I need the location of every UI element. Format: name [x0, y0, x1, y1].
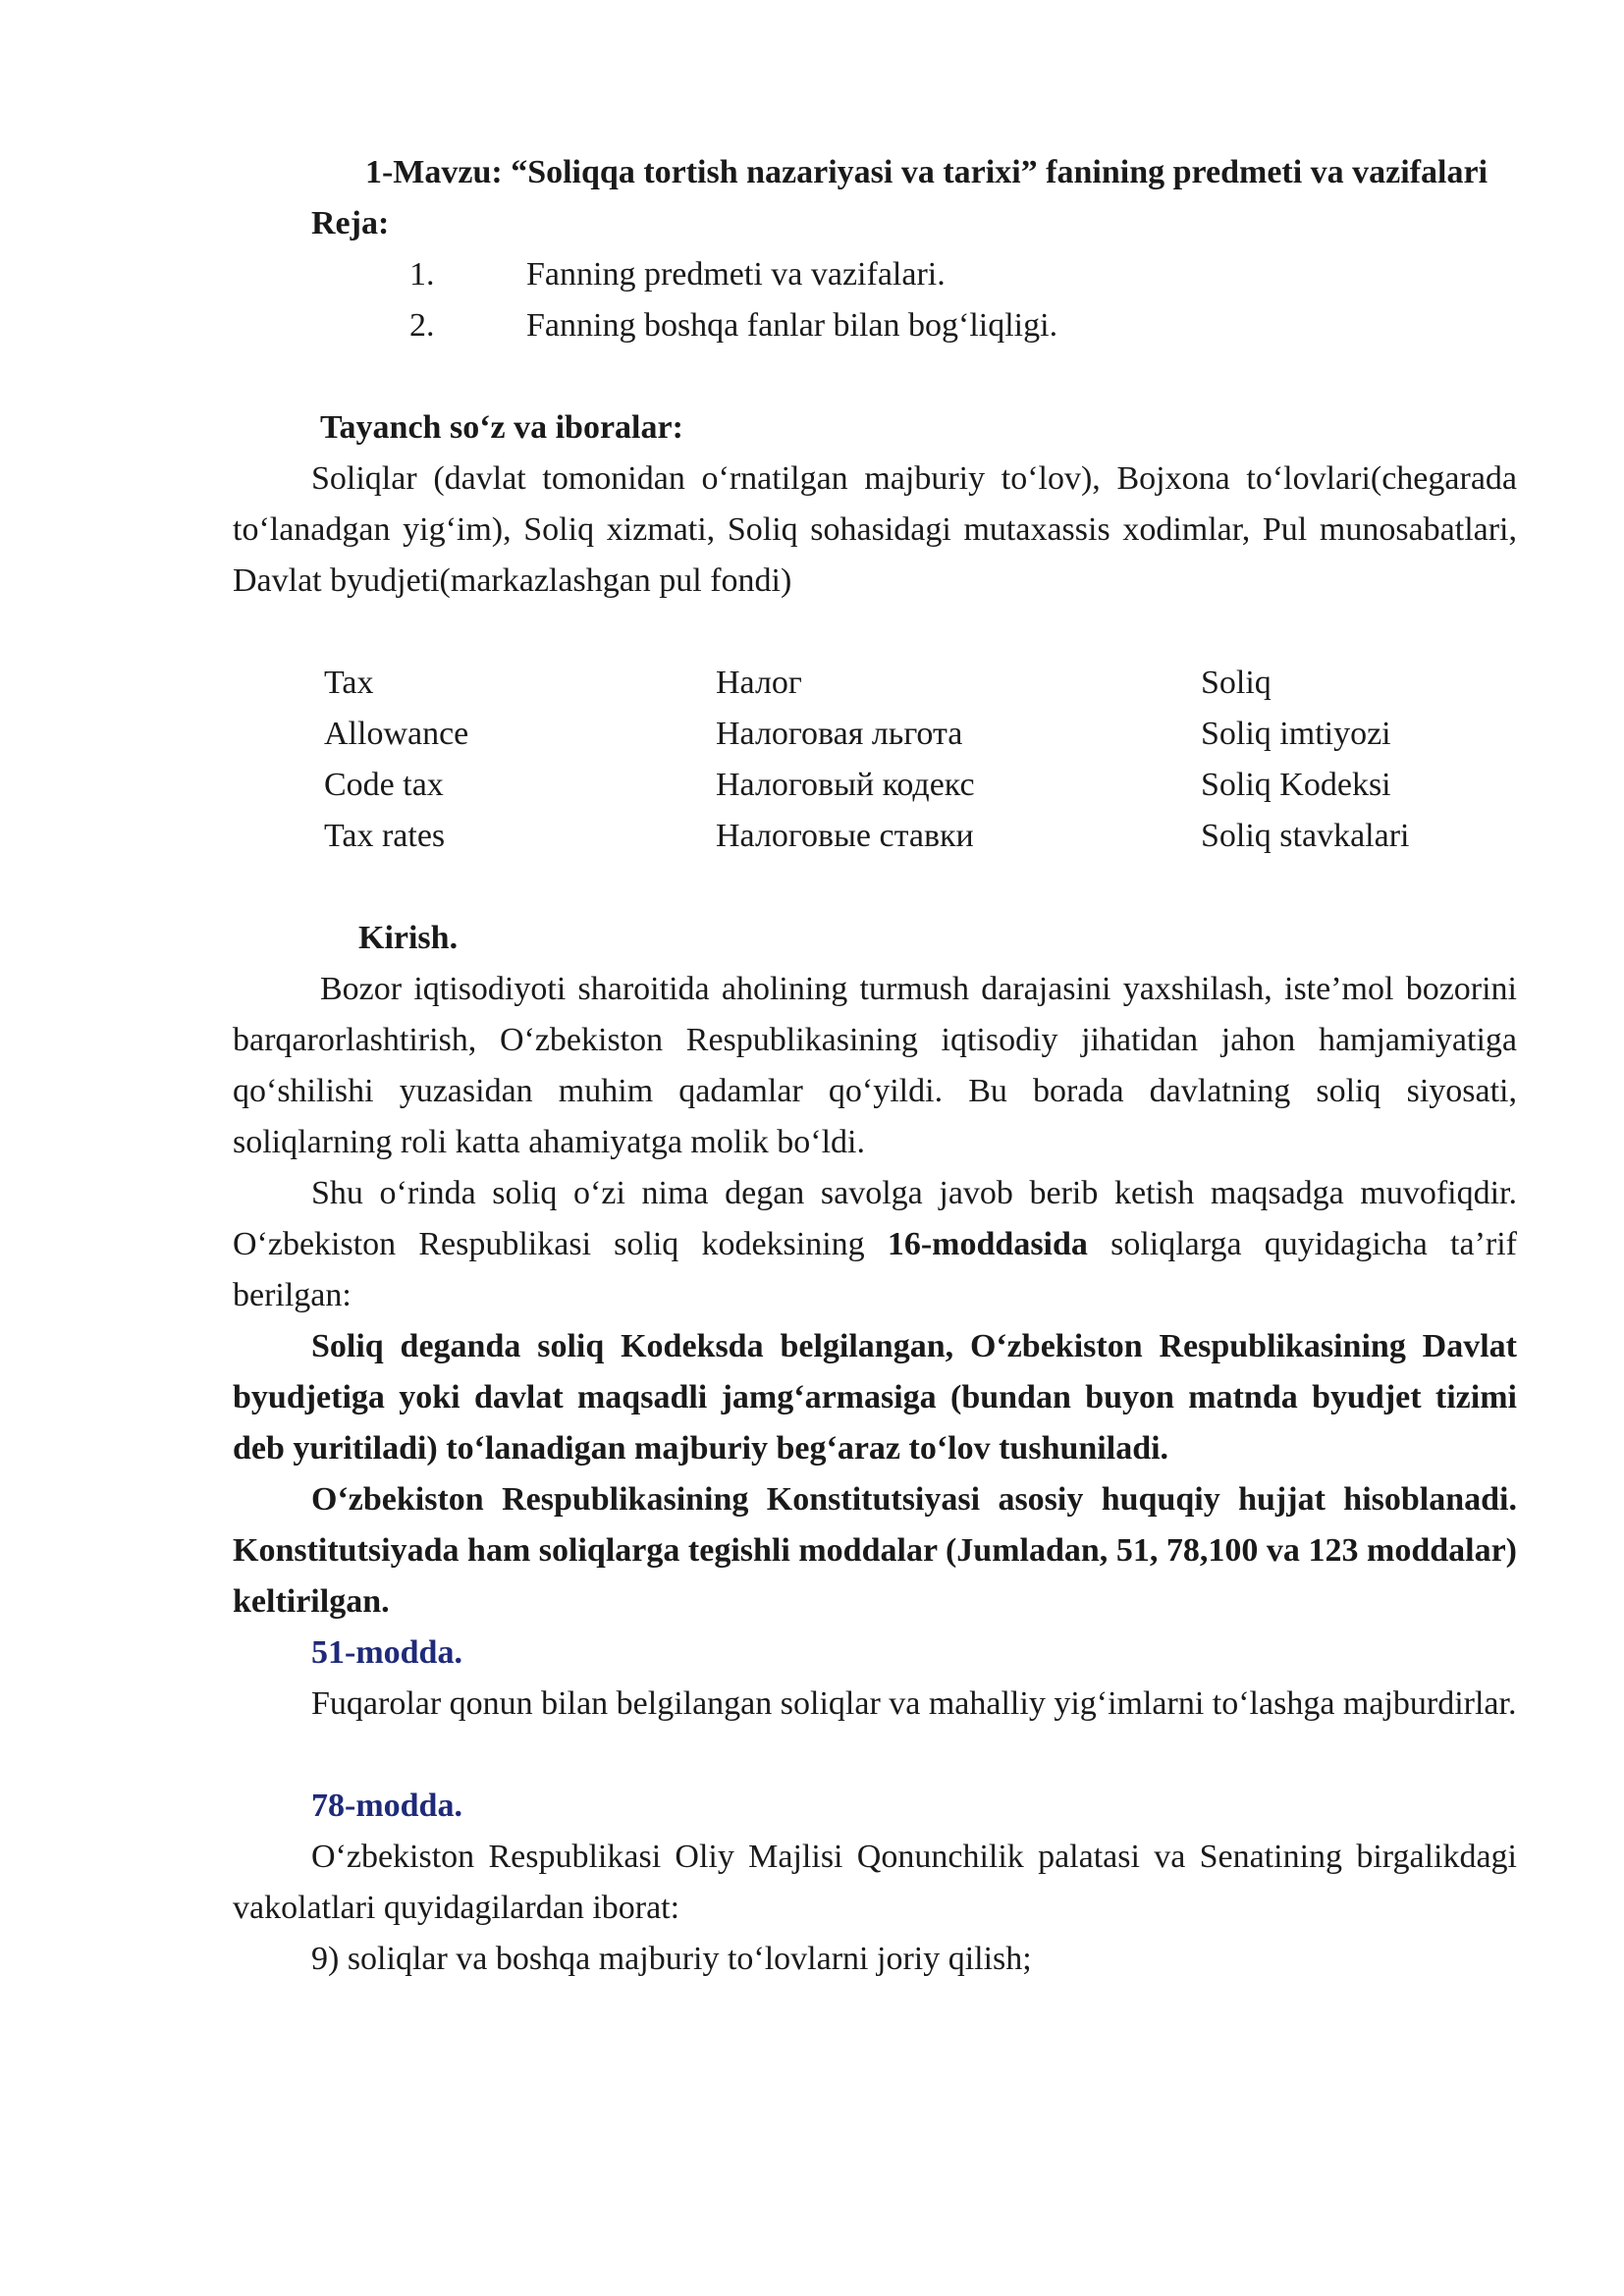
terms-row — [324, 811, 1515, 862]
page-title: 1-Mavzu: “Soliqqa tortish nazariyasi va tarixi” fanining predmeti va vazifalari — [364, 154, 1489, 190]
terms-row — [324, 709, 1515, 760]
term-uzbek: Soliq — [1201, 665, 1272, 701]
article-reference: 16-moddasida — [887, 1226, 1088, 1262]
term-english: Tax rates — [324, 818, 446, 854]
term-uzbek: Soliq Kodeksi — [1201, 767, 1391, 803]
term-russian: Налоговая льгота — [716, 716, 963, 752]
document-page — [233, 147, 1517, 1985]
term-russian: Налоговый кодекс — [716, 767, 975, 803]
tax-definition: Soliq deganda soliq Kodeksda belgilangan, O‘zbekiston Respublikasining Davlat byudjetiga yoki davlat maqsadli jamg‘armasiga (bundan buyon matnda byudjet tizimi deb yuritiladi) to‘lanadigan majburiy beg‘araz to‘lov tushuniladi. — [233, 1328, 1517, 1467]
intro-heading: Kirish. — [358, 920, 459, 956]
plan-item-number: 2. — [409, 307, 435, 344]
plan-heading: Reja: — [311, 205, 390, 241]
intro-paragraph: Bozor iqtisodiyoti sharoitida aholining turmush darajasini yaxshilash, iste’mol bozorini barqarorlashtirish, O‘zbekiston Respublikasining iqtisodiy jihatidan jahon hamjamiyatiga qo‘shilishi yuzasidan muhim qadamlar qo‘yildi. Bu borada davlatning soliq siyosati, soliqlarning roli katta ahamiyatga molik bo‘ldi. — [233, 971, 1517, 1160]
term-russian: Налог — [716, 665, 802, 701]
terms-row — [324, 760, 1515, 811]
definition-text-start: Shu o‘rinda soliq o‘zi nima degan savolga javob berib ketish maqsadga muvofiqdir. O‘zbekiston Respublikasi soliq kodeksining — [233, 1175, 1517, 1262]
definition-paragraph — [233, 1168, 1517, 1321]
term-english: Tax — [324, 665, 374, 701]
term-uzbek: Soliq stavkalari — [1201, 818, 1410, 854]
term-english: Allowance — [324, 716, 469, 752]
plan-item-text: Fanning boshqa fanlar bilan bog‘liqligi. — [526, 307, 1058, 344]
article-78-text: O‘zbekiston Respublikasi Oliy Majlisi Qonunchilik palatasi va Senatining birgalikdagi vakolatlari quyidagilardan iborat: — [233, 1839, 1517, 1926]
definition-text-end: soliqlarga quyidagicha ta’rif berilgan: — [233, 1226, 1517, 1313]
term-english: Code tax — [324, 767, 444, 803]
plan-list — [233, 249, 1517, 351]
term-russian: Налоговые ставки — [716, 818, 974, 854]
terms-row — [324, 658, 1515, 709]
article-51-text: Fuqarolar qonun bilan belgilangan soliqlar va mahalliy yig‘imlarni to‘lashga majburdirlar. — [311, 1685, 1517, 1722]
plan-item-text: Fanning predmeti va vazifalari. — [526, 256, 946, 293]
plan-item-number: 1. — [409, 256, 435, 293]
article-51-heading: 51-modda. — [311, 1634, 462, 1671]
keywords-heading: Tayanch so‘z va iboralar: — [320, 409, 683, 446]
plan-item — [233, 300, 1517, 351]
keywords-text: Soliqlar (davlat tomonidan o‘rnatilgan majburiy to‘lov), Bojxona to‘lovlari(chegarada to‘lanadgan yig‘im), Soliq xizmati, Soliq sohasidagi mutaxassis xodimlar, Pul munosabatlari, Davlat byudjeti(markazlashgan pul fondi) — [233, 460, 1517, 599]
terms-table — [324, 658, 1515, 862]
constitution-paragraph: O‘zbekiston Respublikasining Konstitutsiyasi asosiy huquqiy hujjat hisoblanadi. Konstitutsiyada ham soliqlarga tegishli moddalar (Jumladan, 51, 78,100 va 123 moddalar) keltirilgan. — [233, 1481, 1517, 1620]
plan-item — [233, 249, 1517, 300]
article-78-item-9: 9) soliqlar va boshqa majburiy to‘lovlarni joriy qilish; — [311, 1941, 1032, 1977]
article-78-heading: 78-modda. — [311, 1788, 462, 1824]
term-uzbek: Soliq imtiyozi — [1201, 716, 1391, 752]
spacer — [233, 1730, 1517, 1781]
